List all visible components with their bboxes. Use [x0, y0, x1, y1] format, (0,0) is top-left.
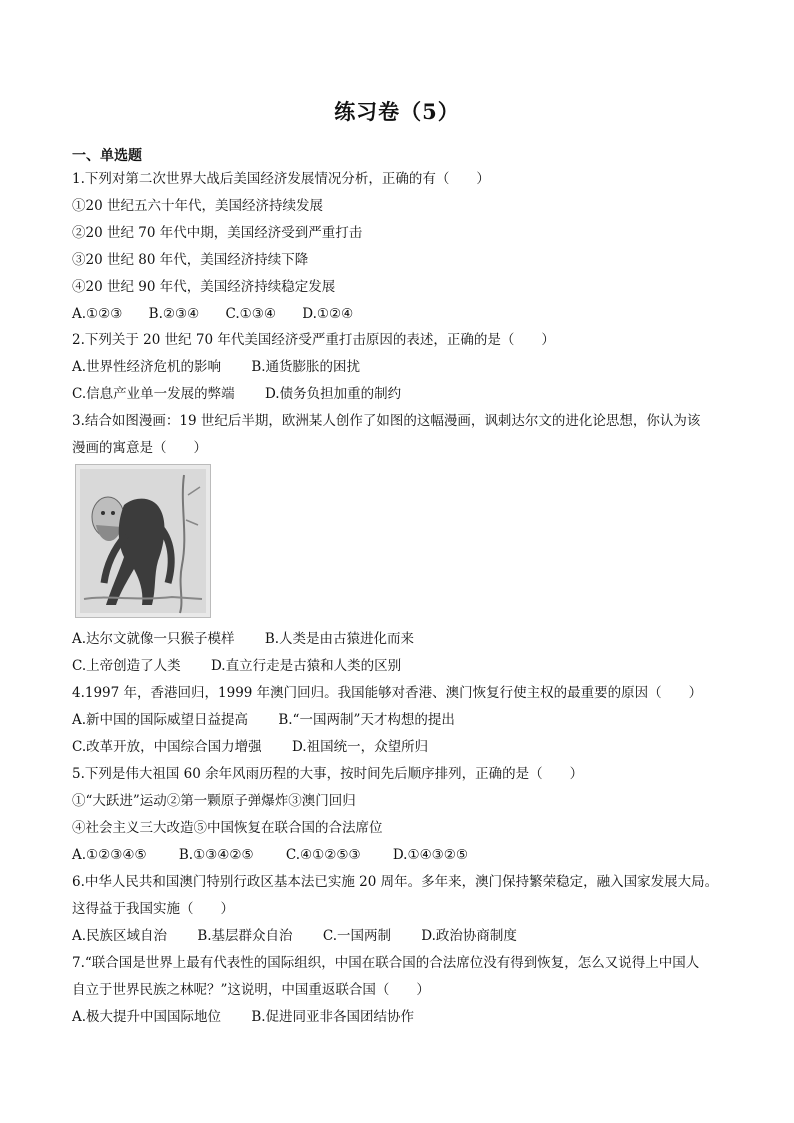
- option-c: C.上帝创造了人类: [72, 658, 181, 674]
- question-6-stem: 6.中华人民共和国澳门特别行政区基本法已实施 20 周年。多年来，澳门保持繁荣稳定，融入国家发展大局。: [72, 874, 719, 890]
- option-c: C.改革开放，中国综合国力增强: [72, 739, 262, 755]
- option-d: D.祖国统一，众望所归: [291, 739, 429, 755]
- question-3-options: [72, 629, 414, 649]
- option-c: C.一国两制: [322, 928, 391, 944]
- question-3-stem: 3.结合如图漫画：19 世纪后半期，欧洲某人创作了如图的这幅漫画，讽刺达尔文的进化论思想，你认为该: [72, 413, 701, 429]
- question-5-options: [72, 845, 468, 865]
- question-2-stem: 2.下列关于 20 世纪 70 年代美国经济受严重打击原因的表述，正确的是（ ）: [72, 332, 555, 348]
- option-b: B.基层群众自治: [197, 928, 293, 944]
- question-3-options: [72, 656, 401, 676]
- option-d: D.债务负担加重的制约: [264, 386, 402, 402]
- option-b: B.促进同亚非各国团结协作: [251, 1009, 415, 1025]
- option-a: A.①②③: [72, 306, 123, 322]
- question-7-options: [72, 1007, 414, 1027]
- question-1-item: ③20 世纪 80 年代，美国经济持续下降: [72, 252, 309, 268]
- question-7-stem: 7.“联合国是世界上最有代表性的国际组织，中国在联合国的合法席位没有得到恢复，怎么又说得上中国人: [72, 955, 700, 971]
- option-c: C.④①②⑤③: [285, 847, 361, 863]
- question-7-stem: 自立于世界民族之林呢？”这说明，中国重返联合国（ ）: [72, 982, 430, 998]
- option-b: B.②③④: [148, 306, 200, 322]
- option-d: D.①②④: [302, 306, 354, 322]
- darwin-cartoon-image: [75, 464, 211, 618]
- question-4-options: [72, 710, 455, 730]
- cartoon-illustration: [76, 465, 210, 617]
- page-title: 练习卷（5）: [334, 99, 460, 124]
- question-1-item: ④20 世纪 90 年代，美国经济持续稳定发展: [72, 279, 336, 295]
- question-2-options: [72, 384, 401, 404]
- option-a: A.达尔文就像一只猴子模样: [72, 631, 235, 647]
- question-5-item: ①“大跃进”运动②第一颗原子弹爆炸③澳门回归: [72, 793, 356, 809]
- option-d: D.政治协商制度: [421, 928, 517, 944]
- option-a: A.①②③④⑤: [72, 847, 147, 863]
- question-6-stem: 这得益于我国实施（ ）: [72, 901, 234, 917]
- option-b: B.“一国两制”天才构想的提出: [278, 712, 455, 728]
- question-1-item: ①20 世纪五六十年代，美国经济持续发展: [72, 198, 323, 214]
- option-b: B.通货膨胀的困扰: [251, 359, 361, 375]
- question-4-stem: 4.1997 年，香港回归，1999 年澳门回归。我国能够对香港、澳门恢复行使主权的最重要的原因（ ）: [72, 685, 703, 701]
- option-a: A.世界性经济危机的影响: [72, 359, 222, 375]
- option-c: C.信息产业单一发展的弊端: [72, 386, 235, 402]
- question-1-stem: 1.下列对第二次世界大战后美国经济发展情况分析，正确的有（ ）: [72, 171, 490, 187]
- option-d: D.直立行走是古猿和人类的区别: [210, 658, 402, 674]
- option-d: D.①④③②⑤: [392, 847, 468, 863]
- question-4-options: [72, 737, 428, 757]
- question-1-item: ②20 世纪 70 年代中期，美国经济受到严重打击: [72, 225, 363, 241]
- question-2-options: [72, 357, 360, 377]
- option-c: C.①③④: [225, 306, 276, 322]
- question-6-options: [72, 926, 517, 946]
- option-a: A.极大提升中国国际地位: [72, 1009, 222, 1025]
- question-3-stem: 漫画的寓意是（ ）: [72, 440, 207, 456]
- question-5-item: ④社会主义三大改造⑤中国恢复在联合国的合法席位: [72, 820, 383, 836]
- section-heading: 一、单选题: [72, 148, 142, 164]
- question-1-options: [72, 304, 353, 324]
- option-a: A.民族区域自治: [72, 928, 168, 944]
- option-a: A.新中国的国际威望日益提高: [72, 712, 249, 728]
- question-5-stem: 5.下列是伟大祖国 60 余年风雨历程的大事，按时间先后顺序排列，正确的是（ ）: [72, 766, 584, 782]
- option-b: B.①③④②⑤: [178, 847, 254, 863]
- option-b: B.人类是由古猿进化而来: [264, 631, 415, 647]
